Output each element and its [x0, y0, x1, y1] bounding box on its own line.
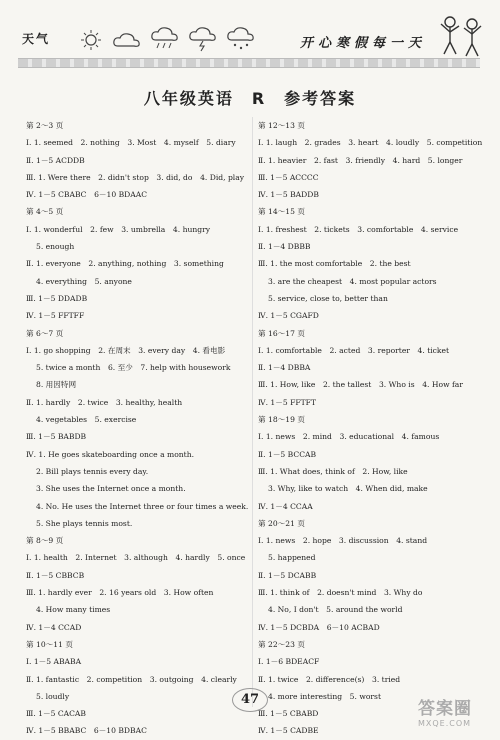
- storm-cloud-icon: [188, 26, 220, 52]
- answer-line: Ⅲ. 1. the most comfortable 2. the best: [258, 259, 411, 269]
- answer-line: Ⅱ. 1. everyone 2. anything, nothing 3. something: [26, 259, 224, 269]
- answer-line: Ⅳ. 1－5 DCBDA 6－10 ACBAD: [258, 622, 380, 632]
- answer-line: Ⅰ. 1－5 ABABA: [26, 657, 82, 667]
- answer-line: Ⅱ. 1－4 DBBB: [258, 242, 311, 252]
- answer-line: Ⅰ. 1. news 2. mind 3. educational 4. famous: [258, 432, 440, 442]
- answer-line: Ⅲ. 1－5 BABDB: [26, 432, 87, 442]
- answer-line: Ⅲ. 1－5 CBABD: [258, 709, 319, 719]
- weather-label: 天气: [22, 32, 51, 46]
- answer-line: Ⅱ. 1. twice 2. difference(s) 3. tried: [258, 674, 401, 684]
- answer-line: Ⅳ. 1－5 FFTFT: [258, 397, 317, 407]
- answer-line: 第 2～3 页: [26, 121, 64, 130]
- answer-line: Ⅲ. 1. hardly ever 2. 16 years old 3. How often: [26, 588, 214, 598]
- answer-line: 第 12～13 页: [258, 121, 305, 130]
- cloud-icon: [112, 30, 142, 50]
- answer-line: 第 4～5 页: [26, 207, 64, 217]
- answers-right-column: [258, 117, 483, 740]
- answer-line: 第 16～17 页: [258, 328, 305, 338]
- answer-line: Ⅱ. 1－4 DBBA: [258, 363, 311, 373]
- answer-line: 2. Bill plays tennis every day.: [36, 466, 149, 476]
- answer-line: Ⅳ. 1－5 CBABC 6－10 BDAAC: [26, 190, 148, 200]
- answer-line: 4. everything 5. anyone: [36, 276, 132, 286]
- answers-left-column: [26, 117, 248, 740]
- answer-line: 5. service, close to, better than: [268, 293, 388, 303]
- answer-line: Ⅳ. 1－4 CCAD: [26, 622, 82, 632]
- rain-cloud-icon: [150, 26, 180, 52]
- answer-line: 4. more interesting 5. worst: [268, 691, 381, 701]
- answer-line: Ⅲ. 1－5 CACAB: [26, 709, 86, 719]
- answer-line: Ⅳ. 1－5 FFTFF: [26, 311, 85, 321]
- kids-icon: [436, 14, 486, 58]
- watermark: [418, 694, 496, 730]
- answer-line: Ⅳ. 1－5 CGAFD: [258, 311, 319, 321]
- header-strip: [18, 58, 480, 68]
- watermark-main: 答案圈: [418, 699, 472, 719]
- answer-line: Ⅳ. 1－5 CADBE: [258, 726, 319, 736]
- watermark-sub: MXQE.COM: [418, 719, 472, 728]
- answer-line: 5. happened: [268, 553, 316, 563]
- answer-line: Ⅲ. 1－5 DDADB: [26, 293, 88, 303]
- answer-line: Ⅰ. 1. comfortable 2. acted 3. reporter 4. ticket: [258, 345, 450, 355]
- sun-icon: [78, 28, 104, 50]
- answer-line: Ⅱ. 1－5 ACDDB: [26, 155, 85, 165]
- answer-line: Ⅲ. 1. What does, think of 2. How, like: [258, 466, 408, 476]
- answer-line: Ⅰ. 1. freshest 2. tickets 3. comfortable 4. service: [258, 224, 459, 234]
- snow-cloud-icon: [226, 26, 256, 52]
- answer-line: Ⅳ. 1. He goes skateboarding once a month.: [26, 449, 195, 459]
- column-divider: [252, 117, 253, 707]
- answer-line: Ⅰ. 1. health 2. Internet 3. although 4. hardly 5. once: [26, 553, 246, 563]
- answer-line: 4. vegetables 5. exercise: [36, 415, 137, 425]
- answer-line: 4. How many times: [36, 605, 111, 615]
- answer-line: 第 20～21 页: [258, 518, 305, 528]
- answer-line: Ⅱ. 1－5 DCABB: [258, 570, 317, 580]
- answer-line: Ⅲ. 1. think of 2. doesn't mind 3. Why do: [258, 588, 423, 598]
- answer-line: Ⅰ. 1. go shopping 2. 在周末 3. every day 4. 看电影: [26, 345, 226, 355]
- answer-line: 第 22～23 页: [258, 639, 305, 649]
- answer-line: Ⅱ. 1－5 CBBCB: [26, 570, 85, 580]
- answer-line: Ⅰ. 1－6 BDEACF: [258, 657, 320, 667]
- answer-line: Ⅳ. 1－4 CCAA: [258, 501, 313, 511]
- answer-line: Ⅳ. 1－5 BADDB: [258, 190, 319, 200]
- answer-line: 3. are the cheapest 4. most popular actors: [268, 276, 437, 286]
- answer-line: Ⅰ. 1. laugh 2. grades 3. heart 4. loudly 5. competition: [258, 138, 483, 148]
- answer-line: 4. No. He uses the Internet three or four times a week.: [36, 501, 249, 511]
- answer-line: 5. loudly: [36, 691, 70, 701]
- answer-line: Ⅰ. 1. seemed 2. nothing 3. Most 4. myself 5. diary: [26, 138, 236, 148]
- answer-line: 第 8～9 页: [26, 536, 64, 546]
- page-number: 47: [232, 688, 268, 712]
- answer-line: Ⅱ. 1. fantastic 2. competition 3. outgoing 4. clearly: [26, 674, 237, 684]
- answer-line: Ⅱ. 1. heavier 2. fast 3. friendly 4. hard 5. longer: [258, 155, 463, 165]
- answer-line: Ⅲ. 1. How, like 2. the tallest 3. Who is 4. How far: [258, 380, 463, 390]
- page-title: 八年级英语 R 参考答案: [143, 89, 357, 108]
- answer-line: Ⅲ. 1. Were there 2. didn't stop 3. did, do 4. Did, play: [26, 172, 245, 182]
- answer-line: 5. twice a month 6. 至少 7. help with housework: [36, 363, 231, 373]
- answer-line: 5. She plays tennis most.: [36, 518, 133, 528]
- answer-line: 5. enough: [36, 242, 75, 252]
- answer-line: Ⅰ. 1. wonderful 2. few 3. umbrella 4. hungry: [26, 224, 211, 234]
- answer-line: 第 6～7 页: [26, 328, 64, 338]
- answer-line: Ⅰ. 1. news 2. hope 3. discussion 4. stand: [258, 536, 428, 546]
- answer-line: 3. She uses the Internet once a month.: [36, 484, 186, 494]
- answer-line: 第 14～15 页: [258, 207, 305, 217]
- answer-line: 第 10～11 页: [26, 639, 73, 649]
- page-header: [0, 0, 500, 72]
- answer-line: 8. 用因特网: [36, 380, 77, 390]
- answer-line: 3. Why, like to watch 4. When did, make: [268, 484, 428, 494]
- answer-line: Ⅲ. 1－5 ACCCC: [258, 172, 319, 182]
- answer-line: Ⅱ. 1－5 BCCAB: [258, 449, 317, 459]
- header-banner: 开心寒假每一天: [300, 36, 427, 51]
- answer-line: 第 18～19 页: [258, 415, 305, 425]
- answer-line: Ⅳ. 1－5 BBABC 6－10 BDBAC: [26, 726, 147, 736]
- answer-line: 4. No, I don't 5. around the world: [268, 605, 403, 615]
- answer-line: Ⅱ. 1. hardly 2. twice 3. healthy, health: [26, 397, 183, 407]
